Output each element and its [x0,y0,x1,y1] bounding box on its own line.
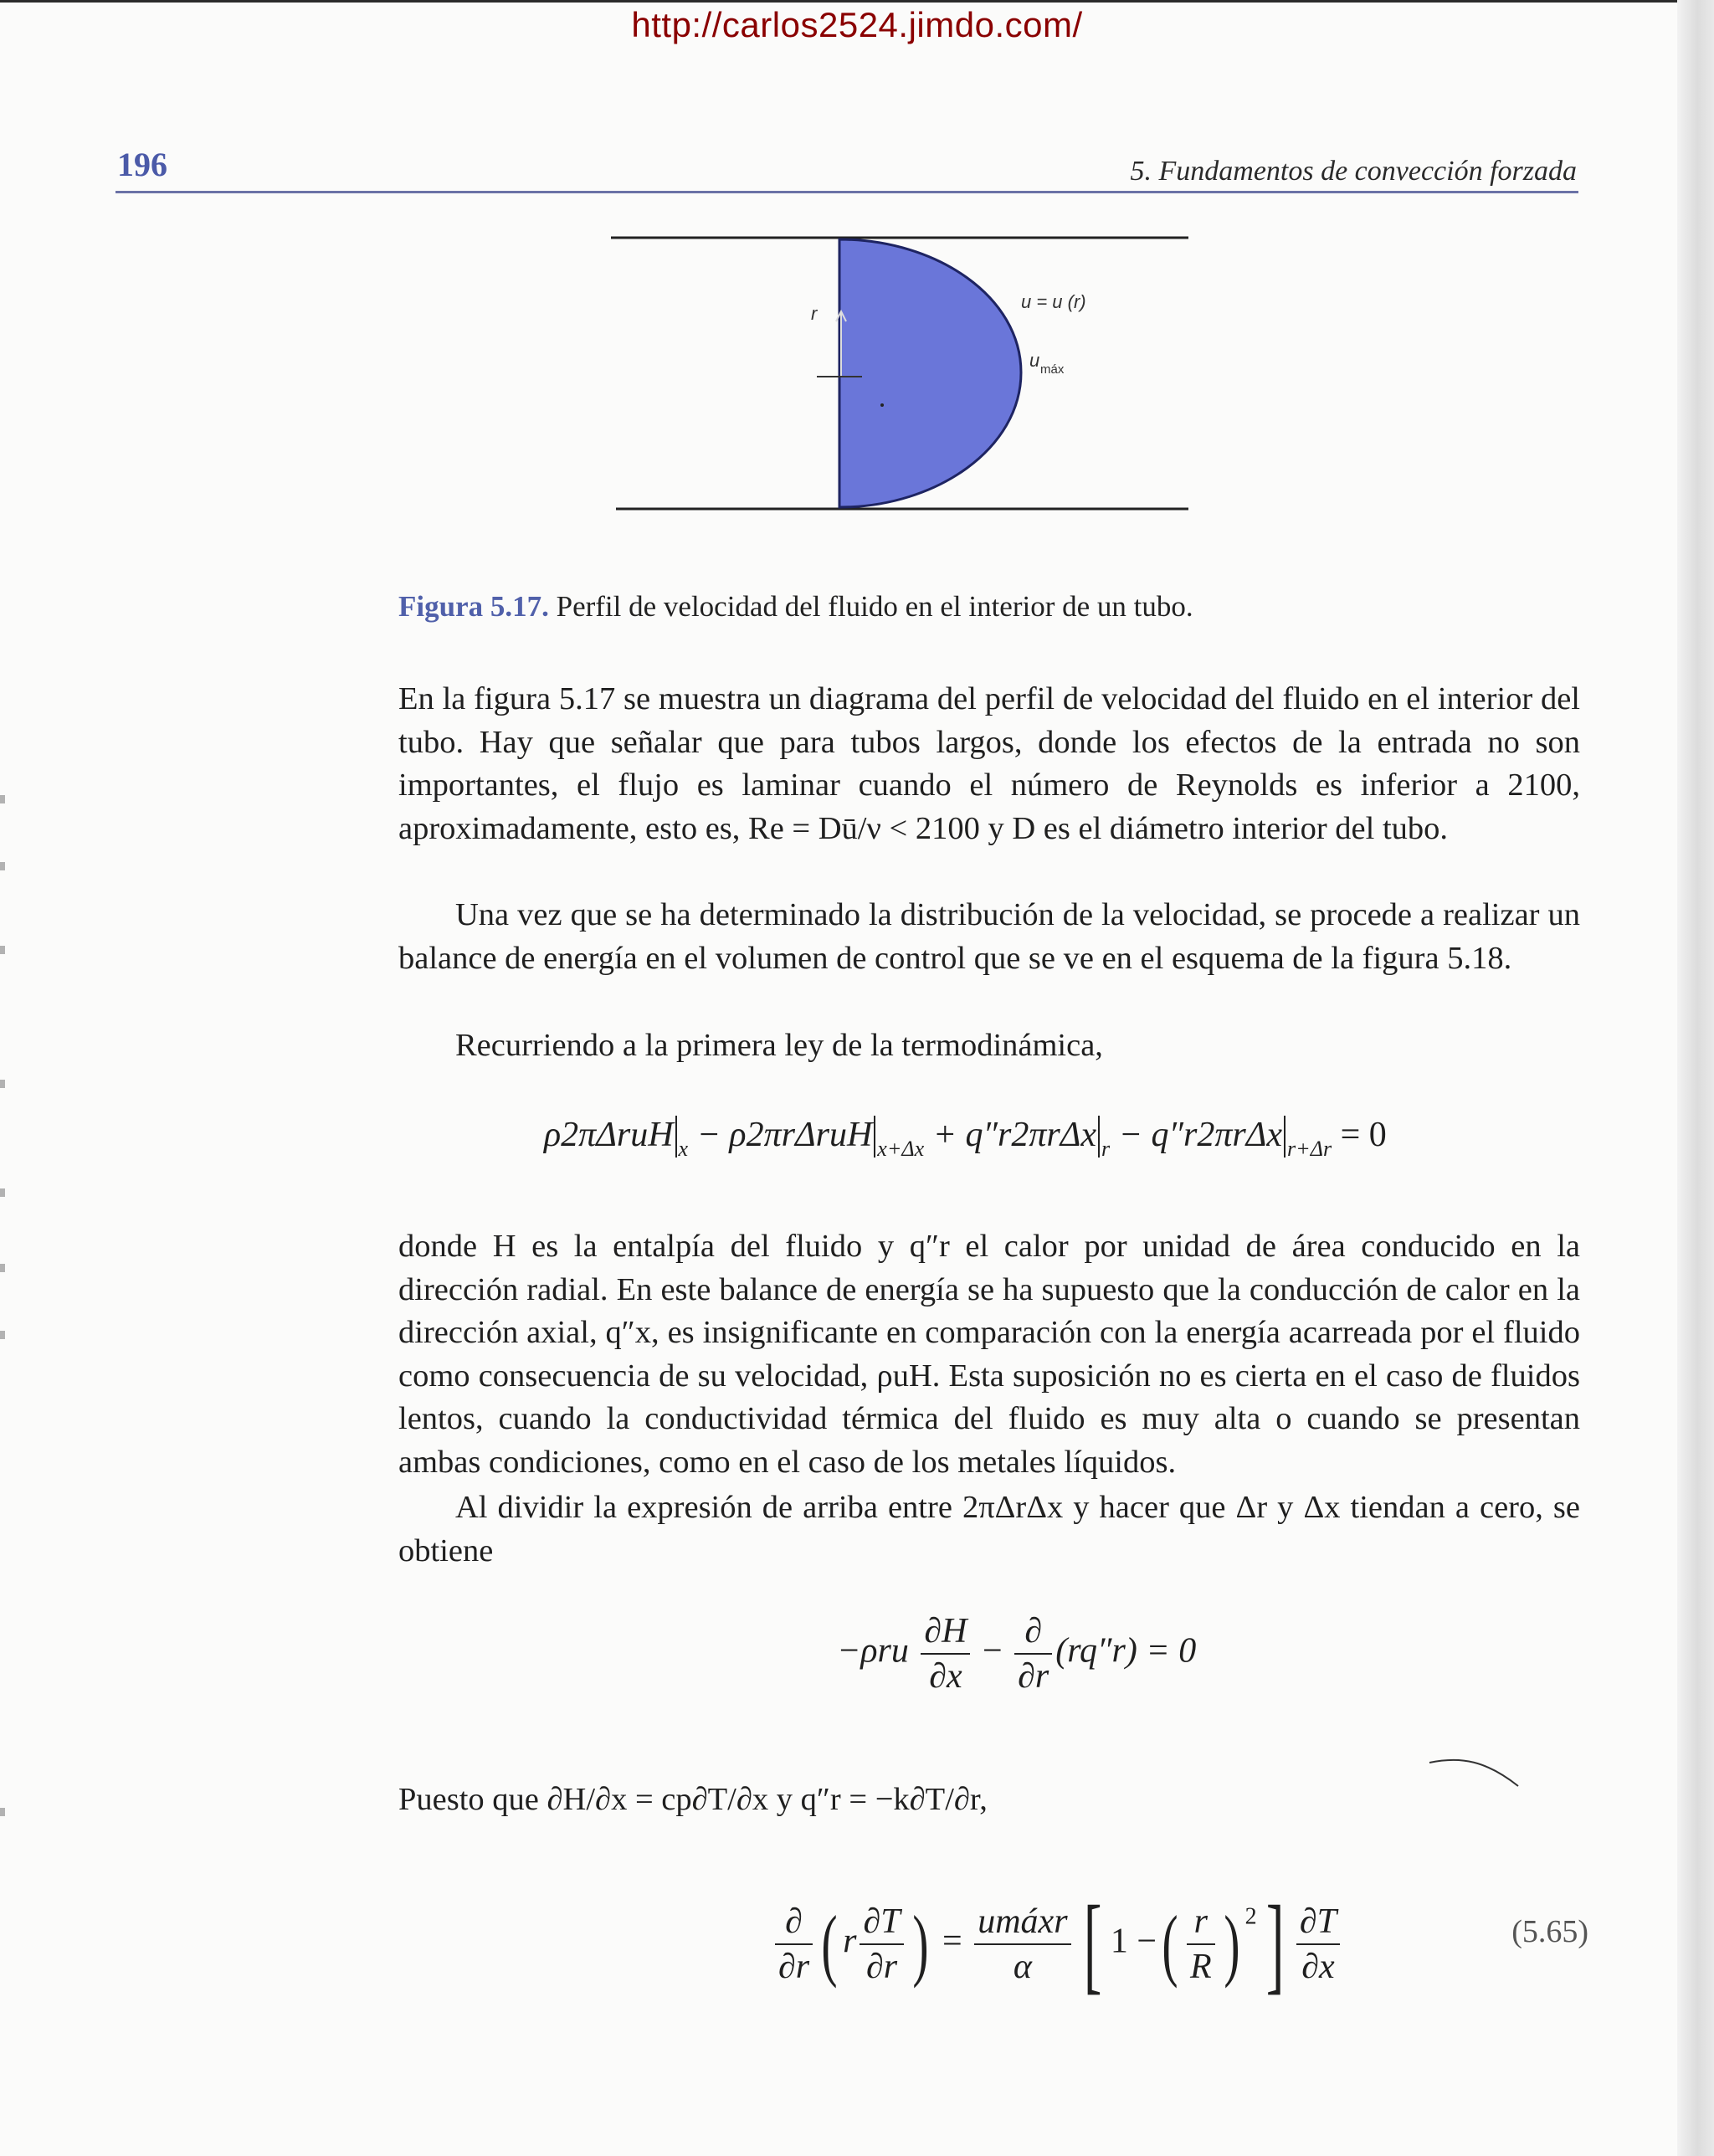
eq3-left-paren: ( [821,1899,838,1989]
eq3-fraction-d-dr [775,1902,813,1987]
eq3-right-bracket: ] [1265,1884,1285,2005]
eq3-f4-num: r [1187,1902,1215,1945]
figure-caption-text: Perfil de velocidad del fluido en el interior de un tubo. [548,590,1193,623]
eq1-sub-4: r+Δr [1287,1137,1332,1161]
eq1-eval-bar [1284,1116,1286,1158]
eq3-f5-den: ∂x [1301,1948,1335,1986]
eq3-exponent: 2 [1244,1903,1257,1930]
max-velocity-label: u [1029,350,1040,371]
paragraph-2: Una vez que se ha determinado la distribución de la velocidad, se procede a realizar un balance de energía en el volumen de control que se ve en el esquema de la figura 5.18. [398,897,1580,976]
eq3-fraction-r-R [1187,1902,1215,1987]
eq3-f1-den: ∂r [778,1948,810,1986]
header-rule [115,191,1578,193]
eq1-sub-3: r [1101,1137,1111,1161]
eq3-right-paren-2: ) [1224,1899,1240,1989]
source-url[interactable]: http://carlos2524.jimdo.com/ [631,5,1083,44]
eq3-f2-den: ∂r [865,1948,898,1986]
differential-energy-equation [837,1611,1196,1697]
eq2-minus: − [982,1631,1003,1671]
eq3-f3-den: α [1013,1948,1032,1986]
eq3-r: r [843,1922,857,1961]
eq1-sub-2: x+Δx [877,1137,925,1161]
velocity-profile-shape [839,239,1021,507]
eq1-sub-1: x [678,1137,689,1161]
eq3-fraction-dT-dx [1296,1902,1340,1987]
eq1-term-1: ρ2πΔruH [544,1116,674,1154]
eq1-eval-bar [1098,1116,1100,1158]
eq2-f2-num: ∂ [1014,1611,1052,1655]
eq3-f4-den: R [1190,1948,1212,1986]
eq2-f2-den: ∂r [1018,1657,1049,1696]
eq3-equals: = [942,1922,962,1961]
paragraph-4: donde H es la entalpía del fluido y q″r el calor por unidad de área conducido en la dirección radial. En este balance de energía se ha supuesto que la conducción de calor en la dirección axial, q″x, es insignificante en comparación con la energía acarreada por el fluido como consecuencia de su velocidad, ρuH. Esta suposición no es cierta en el caso de fluidos lentos, cuando la conductividad térmica del fluido es muy alta o cuando se presentan ambas condiciones, como en el caso de los metales líquidos. [398,1229,1580,1480]
radius-label: r [811,303,818,324]
velocity-profile-figure [603,226,1205,519]
eq3-f5-num: ∂T [1296,1902,1340,1945]
figure-caption-label: Figura 5.17. [398,590,549,623]
eq1-eval-bar [675,1116,677,1158]
eq3-fraction-umax-r-alpha [974,1902,1070,1987]
eq3-right-paren: ) [911,1899,929,1989]
paragraph-1: En la figura 5.17 se muestra un diagrama del perfil de velocidad del fluido en el interior del tubo. Hay que señalar que para tubos largos, donde los efectos de la entrada no son importantes, el flujo es laminar cuando el número de Reynolds es inferior a 2100, aproximadamente, esto es, Re = Dū/ν < 2100 y D es el diámetro interior del tubo. [398,681,1580,846]
eq1-term-5: = 0 [1332,1116,1387,1154]
eq2-fraction-d-dr [1014,1611,1052,1697]
eq3-f1-num: ∂ [775,1902,813,1945]
eq2-f1-den: ∂x [929,1657,962,1696]
eq2-lead: −ρru [837,1631,909,1671]
eq2-f1-num: ∂H [921,1611,970,1655]
scan-margin-specks [0,795,7,1883]
velocity-function-label: u = u (r) [1021,291,1086,312]
running-title: 5. Fundamentos de convección forzada [1130,156,1577,187]
eq3-f2-num: ∂T [860,1902,903,1945]
paragraph-3: Recurriendo a la primera ley de la termodinámica, [455,1028,1103,1063]
energy-balance-equation [544,1115,1387,1162]
scan-top-edge [0,0,1714,3]
velocity-profile-diagram [603,226,1205,519]
scan-binding-shadow [1677,0,1714,2156]
equation-number: (5.65) [1511,1914,1588,1949]
eq1-eval-bar [874,1116,875,1158]
eq3-f3-num: umáxr [974,1902,1070,1945]
max-velocity-subscript: máx [1040,362,1065,377]
eq1-term-4: − q″r2πrΔx [1110,1116,1283,1154]
eq1-term-2: − ρ2πrΔruH [688,1116,873,1154]
eq3-fraction-dT-dr [860,1902,903,1987]
eq2-tail: (rq″r) = 0 [1055,1631,1197,1671]
eq3-left-paren-2: ( [1162,1899,1178,1989]
eq1-term-3: + q″r2πrΔx [924,1116,1097,1154]
page-number: 196 [117,146,167,183]
eq3-one-minus: 1 − [1110,1922,1157,1961]
paragraph-5: Al dividir la expresión de arriba entre 2πΔrΔx y hacer que Δr y Δx tiendan a cero, se obtiene [398,1490,1580,1568]
figure-caption [398,590,1193,624]
eq3-left-bracket: [ [1083,1884,1102,2005]
equation-5-65 [772,1884,1343,2005]
speck [880,403,884,407]
paragraph-6: Puesto que ∂H/∂x = cp∂T/∂x y q″r = −k∂T/∂r, [398,1782,988,1817]
eq2-fraction-dH-dx [921,1611,970,1697]
